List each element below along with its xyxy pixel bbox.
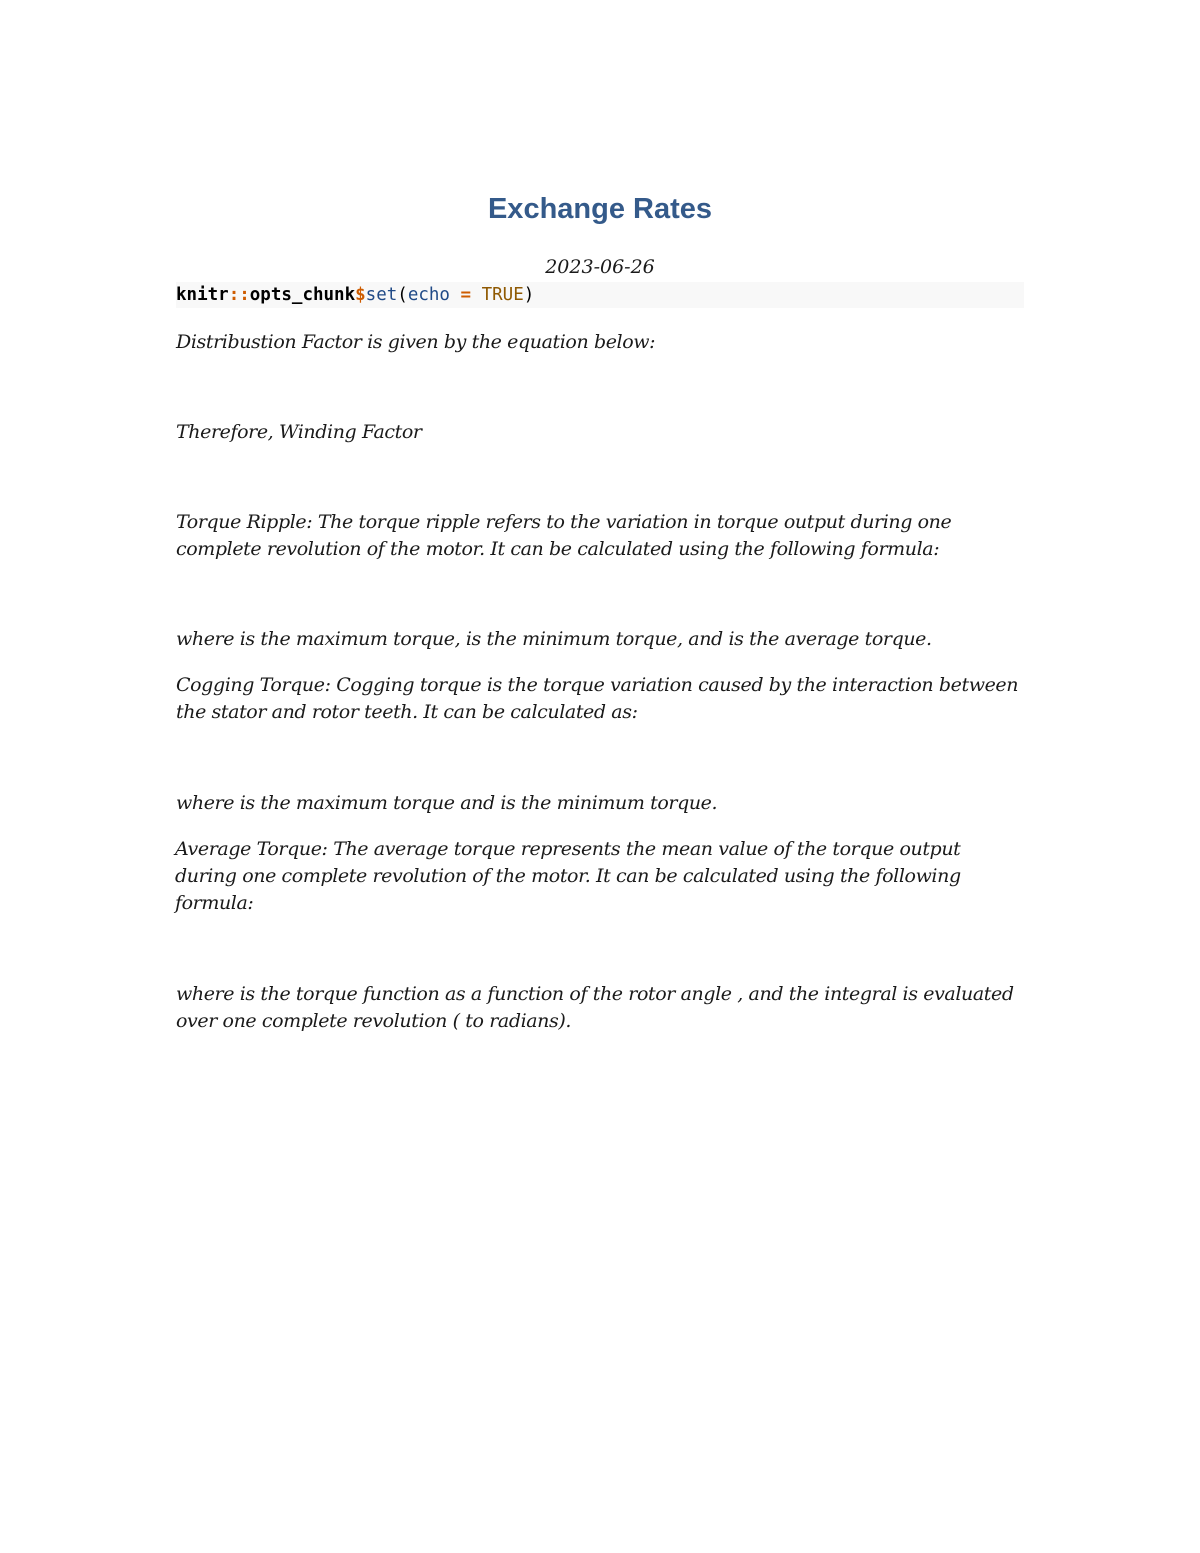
code-chunk: [176, 282, 1024, 308]
code-open-paren: (: [397, 285, 408, 305]
code-argument: echo: [407, 285, 450, 305]
paragraph-torque-ripple-where: where is the maximum torque, is the minimum torque, and is the average torque.: [176, 628, 932, 650]
code-namespace-operator: ::: [228, 285, 250, 305]
paragraph-winding-factor: Therefore, Winding Factor: [176, 421, 422, 443]
document-date: 2023-06-26: [545, 256, 655, 278]
code-package: knitr: [176, 285, 229, 305]
code-dollar-operator: $: [355, 285, 366, 305]
paragraph-average-torque-where: where is the torque function as a function of the rotor angle , and the integral is evaluated over one complete revolution ( to radians).: [176, 983, 1014, 1032]
page-title: Exchange Rates: [487, 193, 713, 225]
code-close-paren: ): [523, 285, 535, 305]
paragraph-distribution-factor: Distribustion Factor is given by the equation below:: [176, 331, 656, 353]
paragraph-cogging-torque-where: where is the maximum torque and is the minimum torque.: [176, 792, 718, 814]
paragraph-cogging-torque: Cogging Torque: Cogging torque is the torque variation caused by the interaction between the stator and rotor teeth. It can be calculated as:: [176, 674, 1019, 723]
code-method: set: [365, 285, 398, 305]
paragraph-average-torque: Average Torque: The average torque represents the mean value of the torque output during one complete revolution of the motor. It can be calculated using the following formula:: [175, 838, 961, 914]
code-assign-operator: =: [449, 285, 482, 305]
code-constant: TRUE: [481, 285, 524, 305]
paragraph-torque-ripple: Torque Ripple: The torque ripple refers to the variation in torque output during one complete revolution of the motor. It can be calculated using the following formula:: [176, 511, 952, 560]
code-object: opts_chunk: [249, 285, 356, 305]
